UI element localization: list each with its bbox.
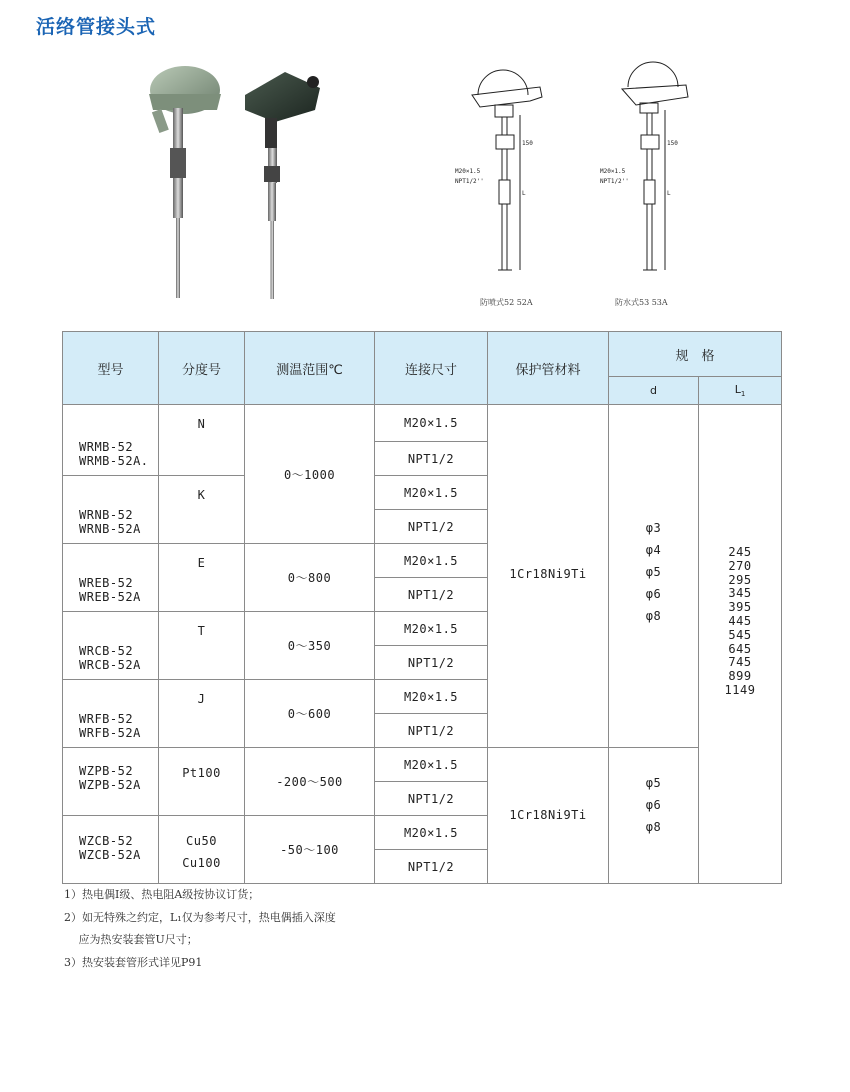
table-cell-conn: NPT1/2 xyxy=(375,442,488,476)
table-cell-L: 245 270 295 345 395 445 545 645 745 899 1149 xyxy=(699,405,782,884)
table-cell-grade: T xyxy=(159,612,245,680)
table-cell-material: 1Cr18Ni9Ti xyxy=(488,748,609,884)
table-cell-range: -50～100 xyxy=(245,816,375,884)
table-cell-models: WRMB-52 WRMB-52A. xyxy=(63,405,159,476)
spec-table xyxy=(62,331,782,884)
caption-right: 防水式53 53A xyxy=(615,298,668,307)
table-cell-models: WRFB-52 WRFB-52A xyxy=(63,680,159,748)
table-cell-range: 0～350 xyxy=(245,612,375,680)
note-2: 2）如无特殊之约定，L₁仅为参考尺寸，热电偶插入深度 xyxy=(64,910,336,924)
table-cell-conn: NPT1/2 xyxy=(375,578,488,612)
table-cell-conn: NPT1/2 xyxy=(375,510,488,544)
sensor-photo-right xyxy=(245,72,320,299)
header-L: $L_1$ xyxy=(699,377,782,405)
table-cell-grade: K xyxy=(159,476,245,544)
header-material: 保护管材料 xyxy=(488,332,609,405)
table-cell-conn: NPT1/2 xyxy=(375,782,488,816)
table-cell-range: 0～600 xyxy=(245,680,375,748)
table-cell-d: φ5 φ6 φ8 xyxy=(609,748,699,884)
table-cell-models: WRNB-52 WRNB-52A xyxy=(63,476,159,544)
table-cell-material: 1Cr18Ni9Ti xyxy=(488,405,609,748)
table-cell-conn: M20×1.5 xyxy=(375,476,488,510)
table-cell-conn: M20×1.5 xyxy=(375,680,488,714)
table-cell-conn: M20×1.5 xyxy=(375,544,488,578)
dim-L-right: L xyxy=(667,190,671,197)
header-spec: 规 格 xyxy=(609,332,782,377)
npt-label-right: NPT1/2'' xyxy=(600,178,629,185)
table-cell-models: WRCB-52 WRCB-52A xyxy=(63,612,159,680)
npt-label-left: NPT1/2'' xyxy=(455,178,484,185)
dim-150-right: 150 xyxy=(667,140,678,147)
table-cell-conn: NPT1/2 xyxy=(375,714,488,748)
header-model: 型号 xyxy=(63,332,159,405)
caption-left: 防喷式52 52A xyxy=(480,298,533,307)
dim-L-left: L xyxy=(522,190,526,197)
table-cell-conn: NPT1/2 xyxy=(375,850,488,884)
table-cell-grade: J xyxy=(159,680,245,748)
header-grade: 分度号 xyxy=(159,332,245,405)
table-cell-grade: E xyxy=(159,544,245,612)
table-cell-conn: M20×1.5 xyxy=(375,405,488,442)
table-cell-models: WZCB-52 WZCB-52A xyxy=(63,816,159,884)
header-d: d xyxy=(609,377,699,405)
note-2-cont: 应为热安装套管U尺寸； xyxy=(64,933,198,946)
page-title: 活络管接头式 xyxy=(36,16,157,38)
table-cell-range: -200～500 xyxy=(245,748,375,816)
technical-drawings xyxy=(450,55,710,320)
header-range: 测温范围℃ xyxy=(245,332,375,405)
table-cell-range: 0～800 xyxy=(245,544,375,612)
table-cell-d: φ3 φ4 φ5 φ6 φ8 xyxy=(609,405,699,748)
table-cell-range: 0～1000 xyxy=(245,405,375,544)
sensor-photo-left xyxy=(149,66,221,298)
table-cell-models: WREB-52 WREB-52A xyxy=(63,544,159,612)
dim-150-left: 150 xyxy=(522,140,533,147)
table-cell-grade: Pt100 xyxy=(159,748,245,816)
note-3: 3）热安装套管形式详见P91 xyxy=(64,955,203,969)
table-cell-conn: M20×1.5 xyxy=(375,816,488,850)
thread-label-right: M20×1.5 xyxy=(600,168,626,175)
table-cell-grade: N xyxy=(159,405,245,476)
table-cell-conn: NPT1/2 xyxy=(375,646,488,680)
table-cell-conn: M20×1.5 xyxy=(375,612,488,646)
header-connection: 连接尺寸 xyxy=(375,332,488,405)
product-photos xyxy=(135,60,345,305)
notes xyxy=(64,884,336,974)
note-1: 1）热电偶I级、热电阻A级按协议订货； xyxy=(64,888,260,901)
table-cell-grade: Cu50 Cu100 xyxy=(159,816,245,884)
table-cell-models: WZPB-52 WZPB-52A xyxy=(63,748,159,816)
table-cell-conn: M20×1.5 xyxy=(375,748,488,782)
thread-label-left: M20×1.5 xyxy=(455,168,481,175)
